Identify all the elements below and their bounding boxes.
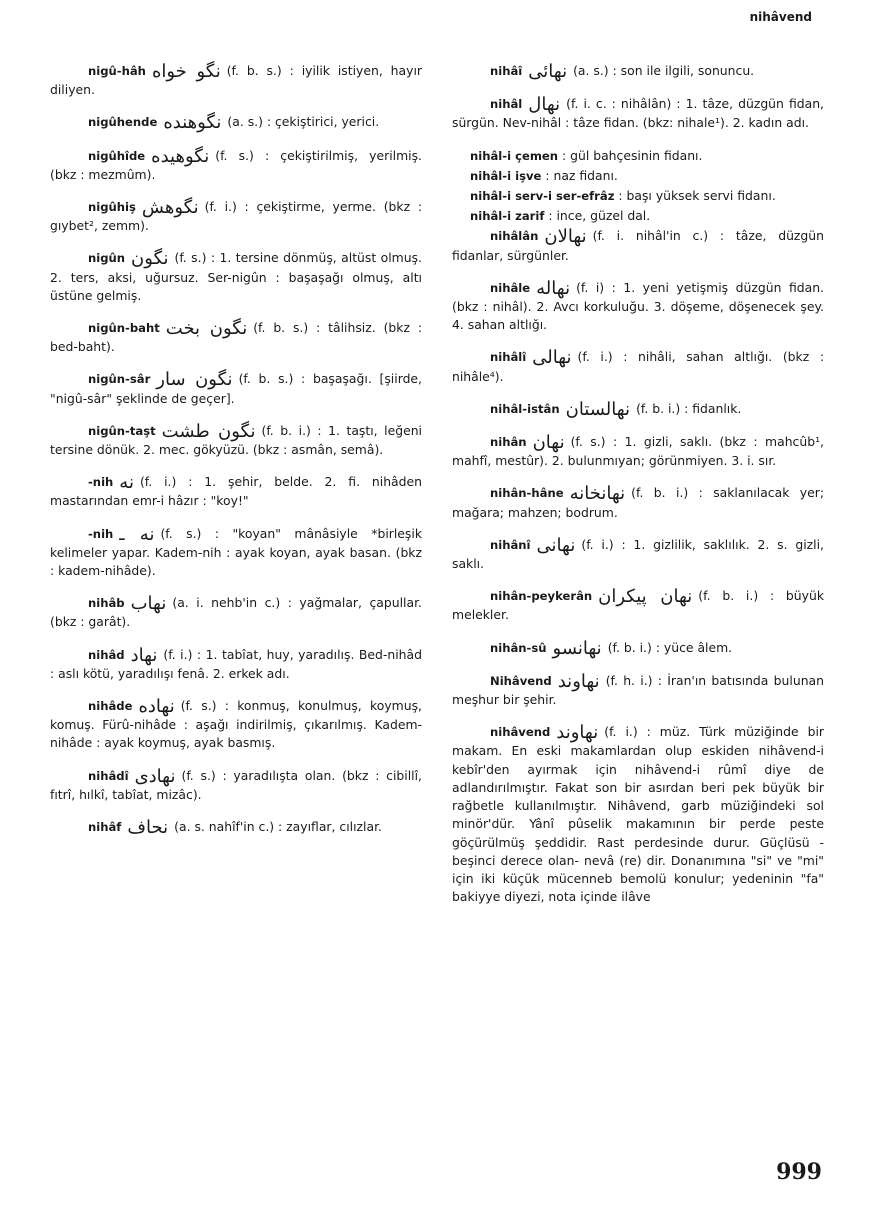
definition: (f. s.) : "koyan" mânâsiyle *birleşik kelimeler yapar. Kadem-nih : ayak koyan, ayak basan. (bkz : kadem-nihâde).: [50, 525, 422, 579]
headword: -nih: [88, 526, 114, 541]
headword: nihâd: [88, 647, 125, 662]
dictionary-entry: [50, 249, 422, 305]
arabic-script: نگوهیده: [151, 145, 210, 167]
dictionary-entry: [50, 370, 422, 407]
headword: nihân-peykerân: [490, 589, 593, 604]
dictionary-entry: [50, 319, 422, 356]
definition: (f. s.) : konmuş, konulmuş, koymuş, komuş. Fürû-nihâde : aşağı indirilmiş, çıkarılmış. Kadem-nihâde : ayak koymuş, ayak basmış.: [50, 698, 422, 751]
headword: nihâb: [88, 596, 125, 611]
running-head: nihâvend: [749, 10, 812, 24]
headword: nihâle: [490, 280, 531, 295]
arabic-script: نهالستان: [565, 398, 631, 420]
definition: (f. i.) : 1. şehir, belde. 2. fi. nihâden mastarından emr-i hâzır : "koy!": [50, 474, 422, 509]
definition: (f. b. s.) : iyilik istiyen, hayır diliyen.: [50, 63, 422, 98]
arabic-script: نگو خواه: [151, 61, 221, 82]
arabic-script: نه ـ: [119, 523, 155, 545]
dictionary-entry: [452, 62, 824, 81]
headword: nigûn-baht: [88, 321, 160, 336]
definition: (f. s.) : 1. gizli, saklı. (bkz : mahcûb¹, mahfî, mestûr). 2. bulunmıyan; görünmiyen. 3. i. sır.: [452, 434, 824, 469]
headword: nihân-hâne: [490, 486, 564, 501]
definition: (f. h. i.) : İran'ın batısında bulunan meşhur bir şehir.: [452, 672, 824, 708]
dictionary-entry: [50, 147, 422, 184]
headword: nihân-sû: [490, 640, 547, 655]
headword: Nihâvend: [490, 673, 552, 688]
headword: nihâvend: [490, 725, 551, 740]
arabic-script: نهال: [528, 94, 561, 116]
definition: (f. i. c. : nihâlân) : 1. tâze, düzgün fidan, sürgün. Nev-nihâl : tâze fidan. (bkz: nihale¹). 2. kadın adı.: [452, 96, 824, 131]
definition: (f. s.) : yaradılışta olan. (bkz : cibillî, fıtrî, hılkî, tabîat, mizâc).: [50, 767, 422, 802]
definition: (f. b. s.) : başaşağı. [şiirde, "nigû-sâr" şeklinde de geçer].: [50, 371, 422, 406]
definition: (f. b. i.) : yüce âlem.: [607, 639, 733, 655]
headword: nigûn-sâr: [88, 372, 151, 387]
dictionary-entry: [452, 348, 824, 385]
definition: (f. s.) : çekiştirilmiş, yerilmiş. (bkz : mezmûm).: [50, 147, 422, 182]
arabic-script: نگوهنده: [163, 112, 222, 134]
arabic-script: نهالی: [532, 347, 572, 369]
headword: nigûn: [88, 251, 126, 266]
headword: nihâl-i işve: [470, 168, 542, 183]
arabic-script: نهانی: [536, 534, 576, 556]
arabic-script: نهائی: [528, 61, 568, 82]
dictionary-entry: [50, 818, 422, 837]
headword: nihâl-istân: [490, 401, 560, 416]
headword: nihâl-i serv-i ser-efrâz: [470, 189, 615, 204]
dictionary-entry: [50, 473, 422, 510]
arabic-script: نهان: [532, 432, 565, 454]
dictionary-entry: [452, 400, 824, 419]
arabic-script: نهاله: [536, 277, 571, 299]
headword: nihâl: [490, 97, 523, 112]
arabic-script: نهاوند: [557, 670, 600, 692]
definition: (a. s.) : son ile ilgili, sonuncu.: [573, 63, 755, 78]
sub-entry: [452, 187, 824, 205]
arabic-script: نگون: [131, 248, 169, 270]
definition: (f. i.) : nihâli, sahan altlığı. (bkz : nihâle⁴).: [452, 349, 824, 384]
headword: nigûn-taşt: [88, 423, 156, 438]
dictionary-entry: [452, 587, 824, 624]
right-column: [452, 62, 824, 920]
arabic-script: نهاب: [130, 593, 167, 615]
dictionary-entry: [50, 525, 422, 581]
definition: (f. b. i.) : fidanlık.: [636, 400, 742, 416]
arabic-script: نهانخانه: [569, 483, 626, 505]
dictionary-entry: [50, 646, 422, 683]
definition: (f. b. i.) : saklanılacak yer; mağara; mahzen; bodrum.: [452, 485, 824, 520]
arabic-script: نهادی: [134, 765, 176, 787]
dictionary-entry: [452, 227, 824, 264]
definition: (f. i. nihâl'in c.) : tâze, düzgün fidanlar, sürgünler.: [452, 228, 824, 263]
left-column: [50, 62, 422, 851]
dictionary-entry: [452, 95, 824, 132]
sub-entry: [452, 207, 824, 225]
arabic-script: نگون طشت: [161, 420, 256, 442]
dictionary-entry: [50, 113, 422, 132]
arabic-script: نه: [119, 472, 134, 494]
arabic-script: نهالان: [544, 226, 587, 248]
headword: nihâl-i zarif: [470, 209, 545, 224]
dictionary-entry: [50, 697, 422, 753]
dictionary-entry: [50, 594, 422, 631]
arabic-script: نهاد: [130, 644, 158, 666]
definition: (f. i) : 1. yeni yetişmiş düzgün fidan. (bkz : nihâl). 2. Avcı korkuluğu. 3. döşeme, döşenecek şey. 4. sahan altlığı.: [452, 279, 824, 333]
definition: (f. i.) : 1. gizlilik, saklılık. 2. s. gizli, saklı.: [452, 536, 824, 572]
headword: nihân: [490, 435, 527, 450]
headword: nihâlân: [490, 229, 539, 244]
dictionary-entry: [50, 198, 422, 235]
arabic-script: نهاده: [138, 696, 175, 718]
dictionary-entry: [452, 484, 824, 521]
headword: nihâdî: [88, 768, 129, 783]
headword: -nih: [88, 475, 114, 490]
headword: nihâlî: [490, 350, 527, 365]
arabic-script: نگوهش: [141, 197, 199, 219]
definition: (f. b. s.) : tâlihsiz. (bkz : bed-baht).: [50, 320, 422, 355]
dictionary-entry: [452, 433, 824, 470]
definition: (f. b. i.) : 1. taştı, leğeni tersine dönük. 2. mec. gökyüzü. (bkz : asmân, semâ).: [50, 422, 422, 458]
headword: nigû-hâh: [88, 64, 146, 78]
arabic-script: نهانسو: [552, 637, 602, 659]
headword: nigûhîde: [88, 148, 146, 163]
headword: nihânî: [490, 537, 531, 552]
dictionary-entry: [50, 62, 422, 99]
dictionary-entry: [452, 723, 824, 906]
dictionary-entry: [50, 422, 422, 459]
definition: : gül bahçesinin fidanı.: [562, 147, 703, 163]
sub-entry: [452, 147, 824, 165]
sub-entry: [452, 167, 824, 185]
headword: nigûhiş: [88, 200, 136, 215]
dictionary-entry: [50, 767, 422, 804]
headword: nihâî: [490, 64, 523, 78]
dictionary-entry: [452, 279, 824, 335]
definition: (f. s.) : 1. tersine dönmüş, altüst olmuş. 2. ters, aksi, uğursuz. Ser-nigûn : başaşağı olmuş, altı üstüne gelmiş.: [50, 250, 422, 303]
dictionary-entry: [452, 639, 824, 658]
definition: (a. s.) : çekiştirici, yerici.: [227, 114, 380, 130]
definition: : başı yüksek servi fidanı.: [618, 188, 776, 204]
arabic-script: نگون سار: [156, 369, 233, 391]
arabic-script: نهان پیکران: [598, 586, 693, 608]
definition: (a. i. nehb'in c.) : yağmalar, çapullar. (bkz : garât).: [50, 595, 422, 630]
headword: nihâl-i çemen: [470, 148, 559, 163]
arabic-script: نحاف: [127, 817, 169, 839]
definition: (f. i.) : 1. tabîat, huy, yaradılış. Bed-nihâd : aslı kötü, yaradılışı fenâ. 2. erkek adı.: [50, 646, 422, 681]
headword: nihâde: [88, 699, 133, 714]
definition: (f. b. i.) : büyük melekler.: [452, 588, 825, 623]
arabic-script: نهاوند: [556, 722, 599, 744]
definition: : ince, güzel dal.: [548, 208, 651, 224]
page-number: 999: [776, 1159, 822, 1185]
arabic-script: نگون بخت: [165, 318, 248, 340]
definition: : naz fidanı.: [545, 167, 618, 183]
headword: nihâf: [88, 820, 122, 835]
dictionary-entry: [452, 536, 824, 573]
dictionary-entry: [452, 672, 824, 709]
definition: (f. i.) : çekiştirme, yerme. (bkz : gıybet², zemm).: [50, 199, 422, 234]
headword: nigûhende: [88, 115, 158, 130]
definition: (f. i.) : müz. Türk müziğinde bir makam. En eski makamlardan olup eskiden nihâvend-i kebîr'den ayırmak için nihâvend-i rûmî diye de adlandırılmıştır. Fakat son bir asırdan beri pek büyük bir rağbetle kullanılmıştır. Nihâvend, garb müziğindeki sol minör'dür. Yânî pûselik makamının bir perde peste göçürülmüş şeddidir. Rast perdesinde durur. Güçlüsü -beşinci derece olan- nevâ (re) dir. Donanımına "si" ve "mi" için iki küçük mücenneb bemolü konulur; yedeninin "fa" bakiyye diyezi, nota içinde ilâve: [452, 724, 824, 905]
definition: (a. s. nahîf'in c.) : zayıflar, cılızlar.: [174, 819, 382, 835]
